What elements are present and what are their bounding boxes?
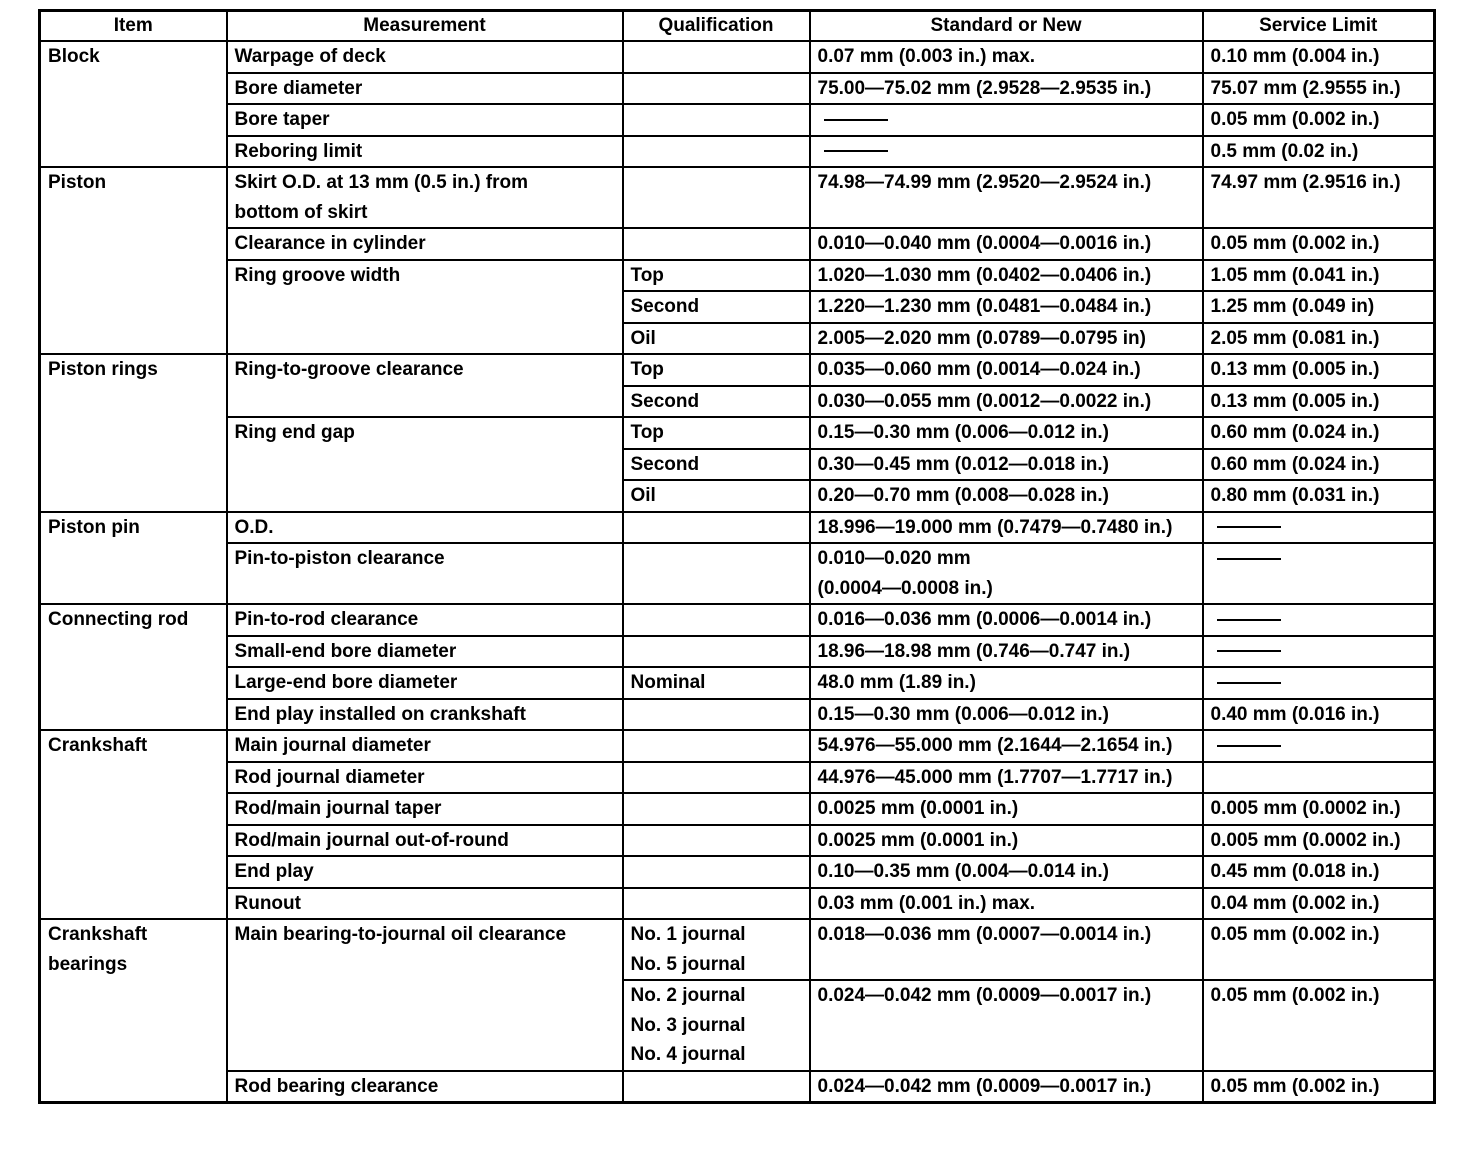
item-line: bearings: [48, 953, 128, 975]
standard-value: 0.010—0.040 mm (0.0004—0.0016 in.): [810, 228, 1203, 260]
measurement: End play installed on crankshaft: [227, 699, 623, 731]
table-row: [40, 41, 1435, 73]
item-crankshaft-bearings: [40, 919, 227, 1103]
qualification: [623, 604, 810, 636]
qualification: [623, 167, 810, 228]
standard-value: [810, 136, 1203, 168]
service-limit: 0.5 mm (0.02 in.): [1203, 136, 1435, 168]
table-row: [40, 167, 1435, 228]
qualification: Oil: [623, 480, 810, 512]
standard-value: [810, 104, 1203, 136]
table-row: [40, 919, 1435, 980]
standard-value: 0.024—0.042 mm (0.0009—0.0017 in.): [810, 1071, 1203, 1103]
service-limit: 0.05 mm (0.002 in.): [1203, 104, 1435, 136]
service-limit: [1203, 604, 1435, 636]
table-row: [40, 730, 1435, 762]
standard-value: 0.035—0.060 mm (0.0014—0.024 in.): [810, 354, 1203, 386]
measurement: [227, 167, 623, 228]
header-service-limit: Service Limit: [1203, 11, 1435, 42]
dash-mark: [1217, 650, 1281, 652]
qualification: Top: [623, 417, 810, 449]
dash-mark: [1217, 745, 1281, 747]
qualification: [623, 41, 810, 73]
service-limit: 0.45 mm (0.018 in.): [1203, 856, 1435, 888]
qualification: [623, 762, 810, 794]
qualification: [623, 980, 810, 1071]
standard-value: 18.996—19.000 mm (0.7479—0.7480 in.): [810, 512, 1203, 544]
service-limit: 0.05 mm (0.002 in.): [1203, 228, 1435, 260]
service-limit: 0.05 mm (0.002 in.): [1203, 1071, 1435, 1103]
item-connecting-rod: Connecting rod: [40, 604, 227, 730]
service-limit: 2.05 mm (0.081 in.): [1203, 323, 1435, 355]
table-row: [40, 73, 1435, 105]
standard-value: 54.976—55.000 mm (2.1644—2.1654 in.): [810, 730, 1203, 762]
qualification-line: No. 3 journal: [630, 1014, 746, 1036]
header-item: Item: [40, 11, 227, 42]
service-limit: [1203, 512, 1435, 544]
standard-value: 0.024—0.042 mm (0.0009—0.0017 in.): [810, 980, 1203, 1071]
header-standard: Standard or New: [810, 11, 1203, 42]
item-line: Crankshaft: [48, 924, 148, 945]
qualification-line: No. 2 journal: [630, 985, 746, 1006]
qualification: [623, 636, 810, 668]
service-limit: 0.04 mm (0.002 in.): [1203, 888, 1435, 920]
standard-value: 48.0 mm (1.89 in.): [810, 667, 1203, 699]
table-row: [40, 636, 1435, 668]
dash-mark: [824, 150, 888, 152]
service-limit: 1.25 mm (0.049 in): [1203, 291, 1435, 323]
qualification: Oil: [623, 323, 810, 355]
table-row: [40, 228, 1435, 260]
header-measurement: Measurement: [227, 11, 623, 42]
measurement: Ring-to-groove clearance: [227, 354, 623, 417]
measurement: Rod/main journal out-of-round: [227, 825, 623, 857]
item-piston-rings: Piston rings: [40, 354, 227, 512]
service-limit: [1203, 667, 1435, 699]
service-limit: 0.40 mm (0.016 in.): [1203, 699, 1435, 731]
qualification-line: No. 5 journal: [630, 953, 746, 975]
service-limit: 75.07 mm (2.9555 in.): [1203, 73, 1435, 105]
service-limit: [1203, 730, 1435, 762]
qualification: [623, 512, 810, 544]
service-limit: 0.005 mm (0.0002 in.): [1203, 793, 1435, 825]
measurement: End play: [227, 856, 623, 888]
qualification: [623, 228, 810, 260]
standard-value: 0.030—0.055 mm (0.0012—0.0022 in.): [810, 386, 1203, 418]
measurement-line: Skirt O.D. at 13 mm (0.5 in.) from: [234, 172, 529, 193]
table-row: [40, 825, 1435, 857]
measurement: Reboring limit: [227, 136, 623, 168]
service-limit: 0.13 mm (0.005 in.): [1203, 354, 1435, 386]
service-limit: [1203, 762, 1435, 794]
standard-value: 0.0025 mm (0.0001 in.): [810, 825, 1203, 857]
service-limit: 0.10 mm (0.004 in.): [1203, 41, 1435, 73]
service-limit: 0.05 mm (0.002 in.): [1203, 919, 1435, 980]
standard-value: 74.98—74.99 mm (2.9520—2.9524 in.): [810, 167, 1203, 228]
table-row: [40, 543, 1435, 604]
qualification: [623, 104, 810, 136]
qualification: [623, 793, 810, 825]
service-limit: 0.80 mm (0.031 in.): [1203, 480, 1435, 512]
standard-value: 1.220—1.230 mm (0.0481—0.0484 in.): [810, 291, 1203, 323]
table-row: [40, 260, 1435, 292]
table-row: [40, 512, 1435, 544]
measurement-line: bottom of skirt: [234, 201, 368, 223]
measurement: Large-end bore diameter: [227, 667, 623, 699]
header-qualification: Qualification: [623, 11, 810, 42]
service-limit: 0.05 mm (0.002 in.): [1203, 980, 1435, 1071]
dash-mark: [1217, 558, 1281, 560]
service-limit: 0.60 mm (0.024 in.): [1203, 417, 1435, 449]
table-row: [40, 793, 1435, 825]
standard-line: 0.010—0.020 mm: [817, 548, 971, 569]
standard-value: 1.020—1.030 mm (0.0402—0.0406 in.): [810, 260, 1203, 292]
qualification: [623, 919, 810, 980]
service-limit: [1203, 543, 1435, 604]
service-limit: 74.97 mm (2.9516 in.): [1203, 167, 1435, 228]
measurement: Bore diameter: [227, 73, 623, 105]
standard-value: 0.10—0.35 mm (0.004—0.014 in.): [810, 856, 1203, 888]
measurement: Ring end gap: [227, 417, 623, 512]
qualification: [623, 1071, 810, 1103]
measurement: Small-end bore diameter: [227, 636, 623, 668]
standard-value: 75.00—75.02 mm (2.9528—2.9535 in.): [810, 73, 1203, 105]
dash-mark: [824, 119, 888, 121]
qualification-line: No. 4 journal: [630, 1044, 746, 1065]
qualification: Top: [623, 354, 810, 386]
header-row: [40, 11, 1435, 42]
standard-value: [810, 543, 1203, 604]
service-limit: 1.05 mm (0.041 in.): [1203, 260, 1435, 292]
qualification: [623, 825, 810, 857]
measurement: Clearance in cylinder: [227, 228, 623, 260]
table-row: [40, 417, 1435, 449]
qualification: [623, 543, 810, 604]
table-row: [40, 762, 1435, 794]
item-crankshaft: Crankshaft: [40, 730, 227, 919]
service-limit: 0.005 mm (0.0002 in.): [1203, 825, 1435, 857]
dash-mark: [1217, 682, 1281, 684]
spec-table: [38, 9, 1436, 1104]
measurement: Rod journal diameter: [227, 762, 623, 794]
item-piston-pin: Piston pin: [40, 512, 227, 605]
standard-value: 0.016—0.036 mm (0.0006—0.0014 in.): [810, 604, 1203, 636]
measurement: Warpage of deck: [227, 41, 623, 73]
measurement: Rod bearing clearance: [227, 1071, 623, 1103]
measurement: Ring groove width: [227, 260, 623, 355]
qualification: Second: [623, 449, 810, 481]
table-row: [40, 104, 1435, 136]
item-piston: Piston: [40, 167, 227, 354]
qualification: [623, 856, 810, 888]
qualification: [623, 136, 810, 168]
measurement: Main bearing-to-journal oil clearance: [227, 919, 623, 1071]
table-row: [40, 354, 1435, 386]
service-limit: 0.60 mm (0.024 in.): [1203, 449, 1435, 481]
table-row: [40, 667, 1435, 699]
measurement: Rod/main journal taper: [227, 793, 623, 825]
qualification: [623, 73, 810, 105]
qualification: Second: [623, 386, 810, 418]
standard-value: 0.0025 mm (0.0001 in.): [810, 793, 1203, 825]
qualification: Top: [623, 260, 810, 292]
table-row: [40, 604, 1435, 636]
table-row: [40, 856, 1435, 888]
standard-value: 2.005—2.020 mm (0.0789—0.0795 in): [810, 323, 1203, 355]
standard-value: 44.976—45.000 mm (1.7707—1.7717 in.): [810, 762, 1203, 794]
standard-value: 0.15—0.30 mm (0.006—0.012 in.): [810, 417, 1203, 449]
measurement: Runout: [227, 888, 623, 920]
measurement: Bore taper: [227, 104, 623, 136]
measurement: Pin-to-rod clearance: [227, 604, 623, 636]
standard-line: (0.0004—0.0008 in.): [817, 577, 993, 599]
table-row: [40, 1071, 1435, 1103]
service-limit: [1203, 636, 1435, 668]
standard-value: 0.03 mm (0.001 in.) max.: [810, 888, 1203, 920]
qualification: Nominal: [623, 667, 810, 699]
qualification: Second: [623, 291, 810, 323]
qualification: [623, 730, 810, 762]
measurement: Pin-to-piston clearance: [227, 543, 623, 604]
qualification: [623, 888, 810, 920]
table-row: [40, 136, 1435, 168]
qualification: [623, 699, 810, 731]
dash-mark: [1217, 619, 1281, 621]
standard-value: 0.15—0.30 mm (0.006—0.012 in.): [810, 699, 1203, 731]
standard-value: 0.20—0.70 mm (0.008—0.028 in.): [810, 480, 1203, 512]
item-block: Block: [40, 41, 227, 167]
standard-value: 0.30—0.45 mm (0.012—0.018 in.): [810, 449, 1203, 481]
qualification-line: No. 1 journal: [630, 924, 746, 945]
table-row: [40, 888, 1435, 920]
measurement: O.D.: [227, 512, 623, 544]
standard-value: 0.018—0.036 mm (0.0007—0.0014 in.): [810, 919, 1203, 980]
dash-mark: [1217, 526, 1281, 528]
service-limit: 0.13 mm (0.005 in.): [1203, 386, 1435, 418]
standard-value: 0.07 mm (0.003 in.) max.: [810, 41, 1203, 73]
standard-value: 18.96—18.98 mm (0.746—0.747 in.): [810, 636, 1203, 668]
table-row: [40, 699, 1435, 731]
measurement: Main journal diameter: [227, 730, 623, 762]
